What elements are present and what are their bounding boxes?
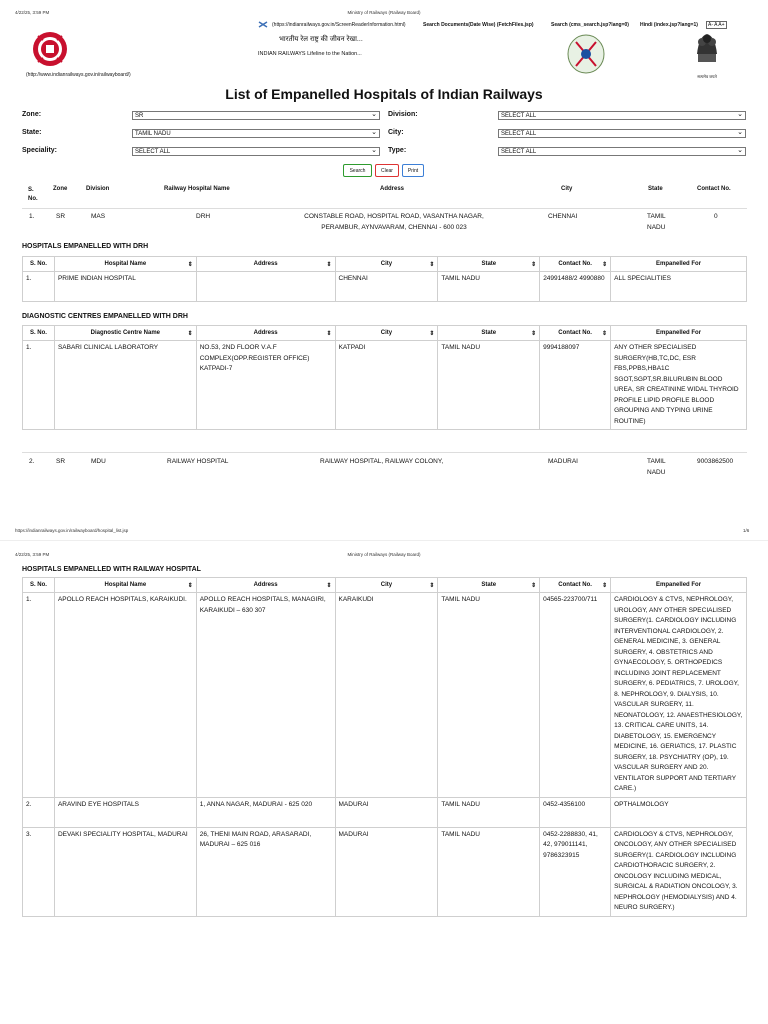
- table-row-1-state: TAMIL NADU: [647, 213, 666, 231]
- chevron-down-icon: ⌄: [371, 111, 377, 118]
- col-zone: Zone: [53, 186, 68, 192]
- sort-icon[interactable]: ⇕: [326, 583, 332, 589]
- cell-empanelled-for: ANY OTHER SPECIALISED SURGERY(HB,TC,DC, ESR FBS,PPBS,HBA1C SGOT,SGPT,SR.BILURUBIN BLOOD UREA, SR CREATININE WIDAL THYROID PROFILE LIPID PROFILE BLOOD GROUPING AND TYPING URINE ROUTINE): [611, 341, 747, 430]
- cell-hospital-name: ARAVIND EYE HOSPITALS: [54, 797, 196, 827]
- col-state: State: [648, 186, 663, 192]
- sort-icon[interactable]: ⇕: [531, 331, 537, 337]
- cell-sno: 2.: [23, 797, 55, 827]
- hindi-link[interactable]: Hindi (index.jsp?lang=1): [640, 22, 698, 28]
- cell-city: MADURAI: [335, 797, 438, 827]
- cell-empanelled-for: CARDIOLOGY & CTVS, NEPHROLOGY, UROLOGY, ANY OTHER SPECIALISED SURGERY(1. CARDIOLOGY INCLUDING INTERVENTIONAL CARDIOLOGY, 2. GENERAL MEDICINE, 3. GENERAL SURGERY, 4. OBSTETRICS AND GYNAECOLOGY, 5. ORTHOPEDICS INCLUDING JOINT REPLACEMENT SURGERY, 6. PEDIATRICS, 7. UROLOGY, 8. NEPHROLOGY, 9. DIALYSIS, 10. VASCULAR SURGERY, 11. NEONATOLOGY, 12. ANAESTHESIOLOGY, 13. CRITICAL CARE UNITS, 14. DIABETOLOGY, 15. EMERGENCY MEDICINE, 16. GERIATICS, 17. PLASTIC SURGERY, 18. PSYCHIATRY (OP), 19. VASCULAR SURGERY AND 20. VENTILATOR SUPPORT AND TERTIARY CARE.): [611, 593, 747, 798]
- cell-empanelled-for: OPTHALMOLOGY: [611, 797, 747, 827]
- cell-city: MADURAI: [335, 827, 438, 916]
- type-label: Type:: [388, 147, 407, 154]
- cell-contact: 04565-223700/711: [540, 593, 611, 798]
- type-select[interactable]: SELECT ALL ⌄: [498, 147, 746, 156]
- sort-icon[interactable]: ⇕: [429, 583, 435, 589]
- col-sno: S. No.: [28, 187, 38, 202]
- table-row: [23, 593, 747, 798]
- table-row-1-sno: 1.: [29, 213, 35, 220]
- cell-city: KARAIKUDI: [335, 593, 438, 798]
- chevron-down-icon: ⌄: [371, 147, 377, 154]
- page-title: List of Empanelled Hospitals of Indian Railways: [225, 86, 543, 102]
- search-button[interactable]: Search: [343, 164, 372, 177]
- cell-state: TAMIL NADU: [438, 593, 540, 798]
- cell-empanelled-for: ALL SPECIALITIES: [611, 272, 747, 302]
- cell-address: NO.53, 2ND FLOOR V.A.F COMPLEX(OPP.REGISTER OFFICE) KATPADI-7: [196, 341, 335, 430]
- cell-empanelled-for: CARDIOLOGY & CTVS, NEPHROLOGY, ONCOLOGY, ANY OTHER SPECIALISED SURGERY(1. CARDIOLOGY INCLUDING CARDIOTHORACIC SURGERY, 2. ONCOLOGY INCLUDING MEDICAL, SURGICAL & RADIATION ONCOLOGY, 3. NEPHROLOGY (HEMODIALYSIS) AND 4. NEURO SURGERY.): [611, 827, 747, 916]
- zone-select[interactable]: SR ⌄: [132, 111, 380, 120]
- table-row-1-division: MAS: [91, 213, 106, 220]
- print-button[interactable]: Print: [402, 164, 424, 177]
- print-date: 4/22/25, 3:59 PM: [15, 10, 50, 15]
- print-title-2: Ministry of Railways (Railway Board): [347, 552, 421, 557]
- sort-icon[interactable]: ⇕: [429, 262, 435, 268]
- division-select[interactable]: SELECT ALL ⌄: [498, 111, 746, 120]
- table-row-1-address: CONSTABLE ROAD, HOSPITAL ROAD, VASANTHA NAGAR, PERAMBUR, AYNVAVARAM, CHENNAI - 600 023: [304, 213, 484, 231]
- table-row-1-zone: SR: [56, 213, 66, 220]
- cell-hospital-name: PRIME INDIAN HOSPITAL: [54, 272, 196, 302]
- screen-reader-link[interactable]: (https://indianrailways.gov.in/ScreenReaderInformation.html): [272, 22, 406, 28]
- font-size-controls[interactable]: A- A A+: [708, 22, 725, 28]
- cell-hospital-name: APOLLO REACH HOSPITALS, KARAIKUDI.: [54, 593, 196, 798]
- cell-address: [196, 272, 335, 302]
- state-select[interactable]: TAMIL NADU ⌄: [132, 129, 380, 138]
- state-label: State:: [22, 129, 42, 136]
- sort-icon[interactable]: ⇕: [326, 262, 332, 268]
- sort-icon[interactable]: ⇕: [187, 262, 193, 268]
- col-city[interactable]: City ⇕: [335, 578, 438, 593]
- table-row-2-division: MDU: [91, 458, 106, 465]
- cell-contact: 0452-2288830, 41, 42, 979011141, 9786323915: [540, 827, 611, 916]
- col-city: City: [561, 186, 573, 192]
- col-empanelled-for: Empanelled For: [611, 578, 747, 593]
- indian-railways-logo[interactable]: [31, 30, 69, 68]
- footer-page: 1/6: [743, 528, 750, 533]
- col-contact[interactable]: Contact No. ⇕: [540, 578, 611, 593]
- col-state[interactable]: State ⇕: [438, 257, 540, 272]
- cell-state: TAMIL NADU: [438, 797, 540, 827]
- col-city[interactable]: City ⇕: [335, 326, 438, 341]
- table-row: [23, 797, 747, 827]
- drh-hospitals-title: HOSPITALS EMPANELLED WITH DRH: [22, 243, 149, 250]
- col-hospital-name: Railway Hospital Name: [164, 186, 230, 192]
- col-city[interactable]: City ⇕: [335, 257, 438, 272]
- cell-address: APOLLO REACH HOSPITALS, MANAGIRI, KARAIKUDI – 630 307: [196, 593, 335, 798]
- chevron-down-icon: ⌄: [371, 129, 377, 136]
- sort-icon[interactable]: ⇕: [326, 331, 332, 337]
- print-date-2: 4/22/25, 3:59 PM: [15, 552, 50, 557]
- cell-address: 1, ANNA NAGAR, MADURAI - 625 020: [196, 797, 335, 827]
- clear-button[interactable]: Clear: [375, 164, 399, 177]
- col-sno: S. No.: [23, 257, 55, 272]
- speciality-label: Speciality:: [22, 147, 58, 154]
- sort-icon[interactable]: ⇕: [602, 331, 608, 337]
- table-row: [23, 827, 747, 916]
- chevron-down-icon: ⌄: [737, 111, 743, 118]
- cell-sno: 1.: [23, 341, 55, 430]
- cell-state: TAMIL NADU: [438, 827, 540, 916]
- table-row-2-contact: 9003862500: [697, 458, 734, 465]
- national-emblem: [690, 28, 724, 72]
- col-division: Division: [86, 186, 110, 192]
- cell-contact: 24991488/2 4990880: [540, 272, 611, 302]
- drh-diagnostics-table: [22, 325, 747, 430]
- col-hospital-name[interactable]: Hospital Name ⇕: [54, 257, 196, 272]
- chevron-down-icon: ⌄: [737, 129, 743, 136]
- col-state[interactable]: State ⇕: [438, 326, 540, 341]
- cell-city: KATPADI: [335, 341, 438, 430]
- cell-address: 26, THENI MAIN ROAD, ARASARADI, MADURAI – 625 016: [196, 827, 335, 916]
- ministry-emblem: [566, 34, 606, 76]
- table-row: [23, 272, 747, 302]
- col-state[interactable]: State ⇕: [438, 578, 540, 593]
- table-row-1-city: CHENNAI: [548, 213, 578, 220]
- cell-sno: 1.: [23, 272, 55, 302]
- col-address[interactable]: Address ⇕: [196, 326, 335, 341]
- col-hospital-name[interactable]: Hospital Name ⇕: [54, 578, 196, 593]
- table-row-2-state: TAMIL NADU: [647, 458, 666, 476]
- sort-icon[interactable]: ⇕: [602, 262, 608, 268]
- col-contact: Contact No.: [697, 186, 731, 192]
- table-row-1-hospital[interactable]: DRH: [196, 213, 211, 220]
- table-row-2-address: RAILWAY HOSPITAL, RAILWAY COLONY,: [320, 458, 444, 465]
- footer-url: https://indianrailways.gov.in/railwayboard/hospital_list.jsp: [15, 528, 129, 533]
- table-row-2-sno: 2.: [29, 458, 35, 465]
- col-sno: S. No.: [23, 326, 55, 341]
- cell-centre-name: SABARI CLINICAL LABORATORY: [54, 341, 196, 430]
- col-address: Address: [380, 186, 405, 192]
- col-address[interactable]: Address ⇕: [196, 578, 335, 593]
- drh-diagnostics-title: DIAGNOSTIC CENTRES EMPANELLED WITH DRH: [22, 313, 188, 320]
- col-address[interactable]: Address ⇕: [196, 257, 335, 272]
- cell-sno: 3.: [23, 827, 55, 916]
- cell-contact: 9994188097: [540, 341, 611, 430]
- cell-state: TAMIL NADU: [438, 341, 540, 430]
- table-row-1-contact: 0: [714, 213, 718, 220]
- table-row: [23, 341, 747, 430]
- emblem-caption: सत्यमेव जयते: [697, 74, 717, 79]
- table-row-2-zone: SR: [56, 458, 66, 465]
- sort-icon[interactable]: ⇕: [429, 331, 435, 337]
- cell-sno: 1.: [23, 593, 55, 798]
- col-contact[interactable]: Contact No. ⇕: [540, 326, 611, 341]
- rh-hospitals-table: [22, 577, 747, 917]
- home-link[interactable]: (http://www.indianrailways.gov.in/railwayboard/): [26, 72, 131, 78]
- chevron-down-icon: ⌄: [737, 147, 743, 154]
- cell-hospital-name: DEVAKI SPECIALITY HOSPITAL, MADURAI: [54, 827, 196, 916]
- hindi-tagline: भारतीय रेल राष्ट्र की जीवन रेखा...: [279, 36, 363, 43]
- sort-icon[interactable]: ⇕: [531, 262, 537, 268]
- col-contact[interactable]: Contact No. ⇕: [540, 257, 611, 272]
- col-empanelled-for: Empanelled For: [611, 257, 747, 272]
- search-documents-link[interactable]: Search Documents(Date Wise) (FetchFiles.jsp): [423, 22, 534, 28]
- table-row-2-hospital[interactable]: RAILWAY HOSPITAL: [167, 458, 229, 465]
- print-title: Ministry of Railways (Railway Board): [347, 10, 421, 15]
- col-centre-name[interactable]: Diagnostic Centre Name ⇕: [54, 326, 196, 341]
- accessibility-icon[interactable]: [258, 21, 268, 28]
- sort-icon[interactable]: ⇕: [187, 583, 193, 589]
- city-label: City:: [388, 129, 404, 136]
- drh-hospitals-table: [22, 256, 747, 302]
- speciality-select[interactable]: SELECT ALL ⌄: [132, 147, 380, 156]
- search-link[interactable]: Search (cms_search.jsp?lang=0): [551, 22, 629, 28]
- zone-label: Zone:: [22, 111, 42, 118]
- city-select[interactable]: SELECT ALL ⌄: [498, 129, 746, 138]
- sort-icon[interactable]: ⇕: [531, 583, 537, 589]
- sort-icon[interactable]: ⇕: [602, 583, 608, 589]
- division-label: Division:: [388, 111, 418, 118]
- col-empanelled-for: Empanelled For: [611, 326, 747, 341]
- cell-state: TAMIL NADU: [438, 272, 540, 302]
- rh-hospitals-title: HOSPITALS EMPANELLED WITH RAILWAY HOSPITAL: [22, 566, 201, 573]
- cell-city: CHENNAI: [335, 272, 438, 302]
- sort-icon[interactable]: ⇕: [187, 331, 193, 337]
- table-row-2-city: MADURAI: [548, 458, 578, 465]
- cell-contact: 0452-4356100: [540, 797, 611, 827]
- col-sno: S. No.: [23, 578, 55, 593]
- english-tagline: INDIAN RAILWAYS Lifeline to the Nation...: [258, 51, 362, 57]
